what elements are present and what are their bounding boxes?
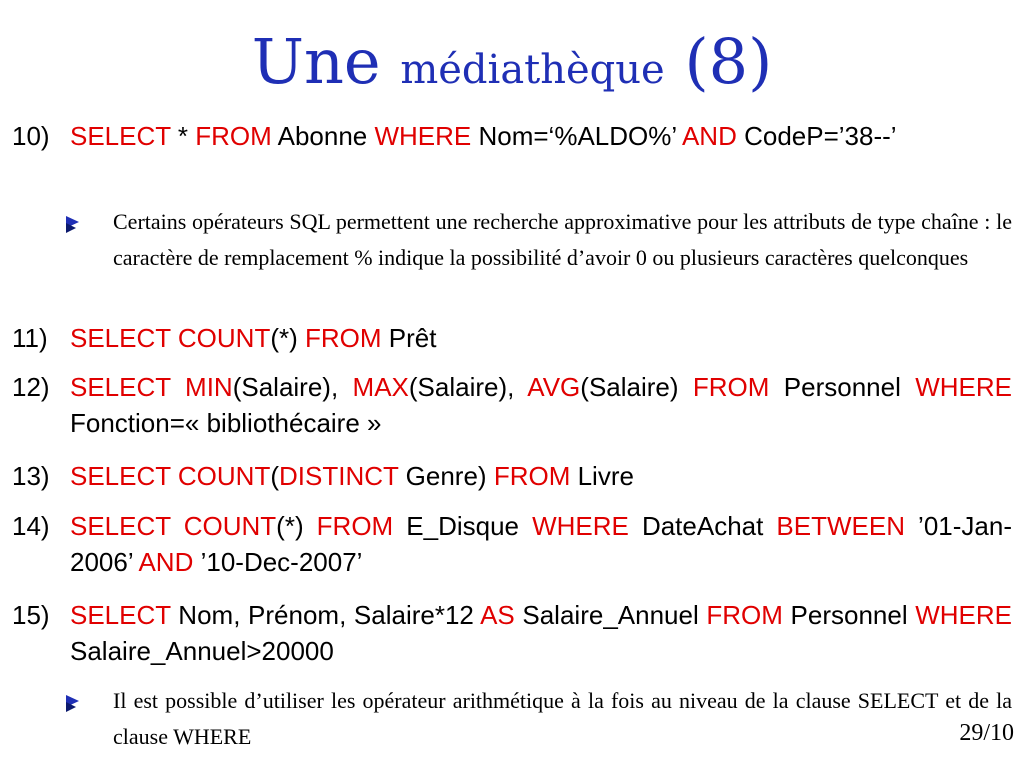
sql-text: (Salaire), [232, 372, 353, 402]
sql-text: Personnel [782, 600, 916, 630]
sql-keyword: BETWEEN [776, 511, 905, 541]
query-text [70, 118, 1012, 154]
sql-keyword: SELECT COUNT [70, 461, 271, 491]
sql-keyword: DISTINCT [279, 461, 399, 491]
sql-text: Livre [570, 461, 634, 491]
title-part-3: (8) [684, 25, 773, 98]
item-number: 12) [12, 372, 50, 402]
sql-text: ’01-Jan-2006’ [70, 511, 1012, 577]
query-text [70, 508, 1012, 580]
sql-keyword: FROM [316, 511, 394, 541]
triangle-bullet-icon [66, 216, 79, 228]
item-number: 13) [12, 461, 50, 491]
query-item-10 [12, 118, 1012, 154]
item-number: 14) [12, 511, 50, 541]
sql-text: ( [270, 461, 280, 491]
sql-keyword: SELECT COUNT [70, 323, 271, 353]
sql-text: Personnel [769, 372, 916, 402]
page-number: 29/10 [959, 720, 1014, 746]
title-part-1: Une [251, 25, 381, 98]
item-number: 15) [12, 600, 50, 630]
sql-keyword: WHERE [915, 600, 1012, 630]
sql-keyword: MAX [352, 372, 409, 402]
sql-keyword: WHERE [374, 121, 472, 151]
sql-text: Salaire_Annuel [514, 600, 707, 630]
sql-keyword: SELECT [70, 600, 171, 630]
query-text [70, 320, 1012, 356]
sql-keyword: FROM [706, 600, 783, 630]
sql-keyword: FROM [305, 323, 382, 353]
triangle-bullet-icon [66, 695, 79, 707]
sql-keyword: SELECT [70, 121, 171, 151]
sql-text: (*) [270, 323, 306, 353]
sql-keyword: SELECT COUNT [70, 511, 277, 541]
sql-text: Fonction=« bibliothécaire » [70, 408, 382, 438]
sql-keyword: AS [480, 600, 515, 630]
sql-text: * [170, 121, 196, 151]
note-bullet-2 [66, 683, 1012, 755]
item-number: 11) [12, 323, 48, 353]
sql-keyword: FROM [692, 372, 770, 402]
title-part-2: médiathèque [400, 47, 665, 93]
query-item-14 [12, 508, 1012, 580]
sql-keyword: WHERE [532, 511, 629, 541]
query-item-11 [12, 320, 1012, 356]
sql-keyword: AND [681, 121, 737, 151]
sql-text: Abonne [271, 121, 375, 151]
sql-keyword: AND [138, 547, 194, 577]
query-text [70, 369, 1012, 441]
sql-keyword: WHERE [915, 372, 1013, 402]
query-item-13 [12, 458, 1012, 494]
note-text: Certains opérateurs SQL permettent une recherche approximative pour les attributs de type chaîne : le caractère de remplacement % indique la possibilité d’avoir 0 ou plusieurs caractères quelconques [113, 209, 1012, 270]
query-item-15 [12, 597, 1012, 669]
sql-text: E_Disque [393, 511, 533, 541]
note-text: Il est possible d’utiliser les opérateur arithmétique à la fois au niveau de la clause SELECT et de la clause WHERE [113, 688, 1012, 749]
query-text [70, 597, 1012, 669]
sql-keyword: SELECT MIN [70, 372, 233, 402]
sql-text: Prêt [381, 323, 437, 353]
sql-text: (*) [276, 511, 317, 541]
sql-text: Nom=‘%ALDO%’ [471, 121, 682, 151]
sql-keyword: FROM [195, 121, 272, 151]
note-bullet-1 [66, 204, 1012, 276]
sql-text: (Salaire), [408, 372, 528, 402]
query-item-12 [12, 369, 1012, 441]
query-text [70, 458, 1012, 494]
sql-keyword: AVG [527, 372, 581, 402]
sql-text: Nom, Prénom, Salaire*12 [170, 600, 481, 630]
sql-text: DateAchat [628, 511, 777, 541]
item-number: 10) [12, 121, 50, 151]
sql-text: (Salaire) [580, 372, 693, 402]
sql-text: ’10-Dec-2007’ [193, 547, 363, 577]
slide-title [0, 22, 1024, 110]
sql-text: CodeP=’38--’ [736, 121, 897, 151]
sql-text: Salaire_Annuel>20000 [70, 636, 334, 666]
sql-keyword: FROM [493, 461, 571, 491]
sql-text: Genre) [398, 461, 494, 491]
